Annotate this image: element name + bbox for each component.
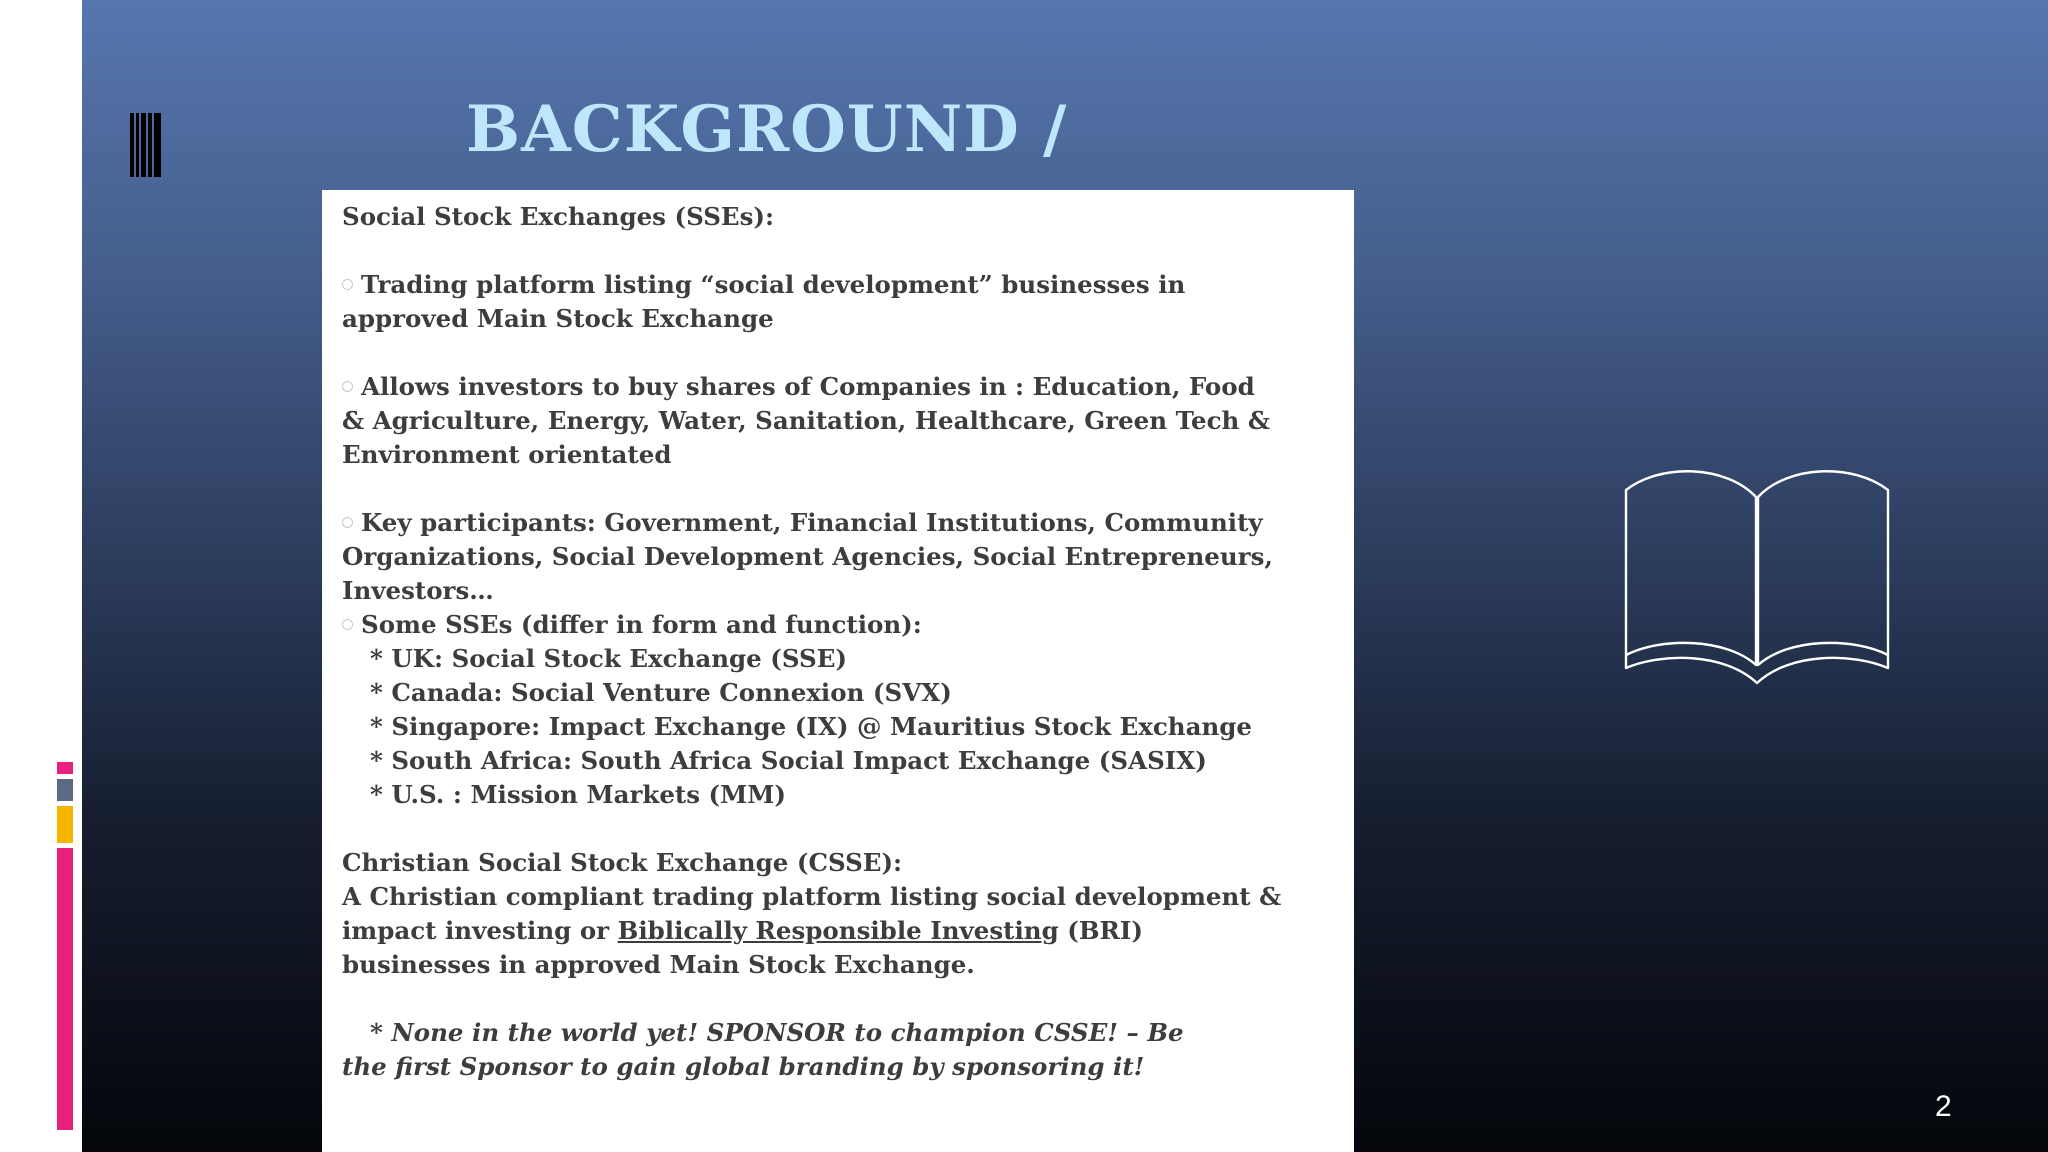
bullet-circle-icon bbox=[342, 381, 353, 392]
accent-gold bbox=[57, 806, 73, 843]
open-book-icon bbox=[1616, 455, 1898, 695]
bri-link[interactable]: Biblically Responsible Investing bbox=[617, 916, 1059, 945]
accent-pink-tall bbox=[57, 848, 73, 1130]
csse-description-line-2: impact investing or Biblically Responsible Investing (BRI) bbox=[342, 916, 1143, 945]
bullet-key-participants-cont-2: Investors… bbox=[342, 576, 494, 605]
bullet-trading-platform-cont: approved Main Stock Exchange bbox=[342, 304, 774, 333]
bullet-key-participants-cont-1: Organizations, Social Development Agencies, Social Entrepreneurs, bbox=[342, 542, 1273, 571]
sponsor-callout-line-2: the first Sponsor to gain global branding by sponsoring it! bbox=[342, 1052, 1145, 1081]
slide-background bbox=[82, 0, 2048, 1152]
title-decoration-bars bbox=[130, 113, 162, 177]
sse-example-south-africa: * South Africa: South Africa Social Impact Exchange (SASIX) bbox=[370, 746, 1207, 775]
bullet-circle-icon bbox=[342, 517, 353, 528]
bullet-circle-icon bbox=[342, 279, 353, 290]
bullet-allows-investors-cont-2: Environment orientated bbox=[342, 440, 672, 469]
csse-description-line-1: A Christian compliant trading platform listing social development & bbox=[342, 882, 1282, 911]
heading-sse: Social Stock Exchanges (SSEs): bbox=[342, 202, 775, 231]
bullet-key-participants: Key participants: Government, Financial Institutions, Community bbox=[342, 506, 1340, 540]
bullet-allows-investors: Allows investors to buy shares of Companies in : Education, Food bbox=[342, 370, 1340, 404]
bullet-trading-platform: Trading platform listing “social development” businesses in bbox=[342, 268, 1340, 302]
bullet-allows-investors-cont-1: & Agriculture, Energy, Water, Sanitation, Healthcare, Green Tech & bbox=[342, 406, 1270, 435]
sse-example-singapore: * Singapore: Impact Exchange (IX) @ Mauritius Stock Exchange bbox=[370, 712, 1252, 741]
page-number: 2 bbox=[1935, 1090, 1952, 1123]
accent-slate bbox=[57, 779, 73, 801]
sse-example-uk: * UK: Social Stock Exchange (SSE) bbox=[370, 644, 847, 673]
sse-example-us: * U.S. : Mission Markets (MM) bbox=[370, 780, 786, 809]
bullet-circle-icon bbox=[342, 619, 353, 630]
slide-title: BACKGROUND / bbox=[466, 92, 1068, 167]
heading-csse: Christian Social Stock Exchange (CSSE): bbox=[342, 848, 903, 877]
accent-color-bars bbox=[57, 762, 73, 1135]
bullet-some-sses: Some SSEs (differ in form and function): bbox=[342, 608, 1340, 642]
content-panel bbox=[322, 190, 1354, 1152]
sponsor-callout-line-1: * None in the world yet! SPONSOR to champion CSSE! – Be bbox=[370, 1018, 1184, 1047]
sse-example-canada: * Canada: Social Venture Connexion (SVX) bbox=[370, 678, 952, 707]
csse-description-line-3: businesses in approved Main Stock Exchange. bbox=[342, 950, 975, 979]
accent-pink-small bbox=[57, 762, 73, 774]
